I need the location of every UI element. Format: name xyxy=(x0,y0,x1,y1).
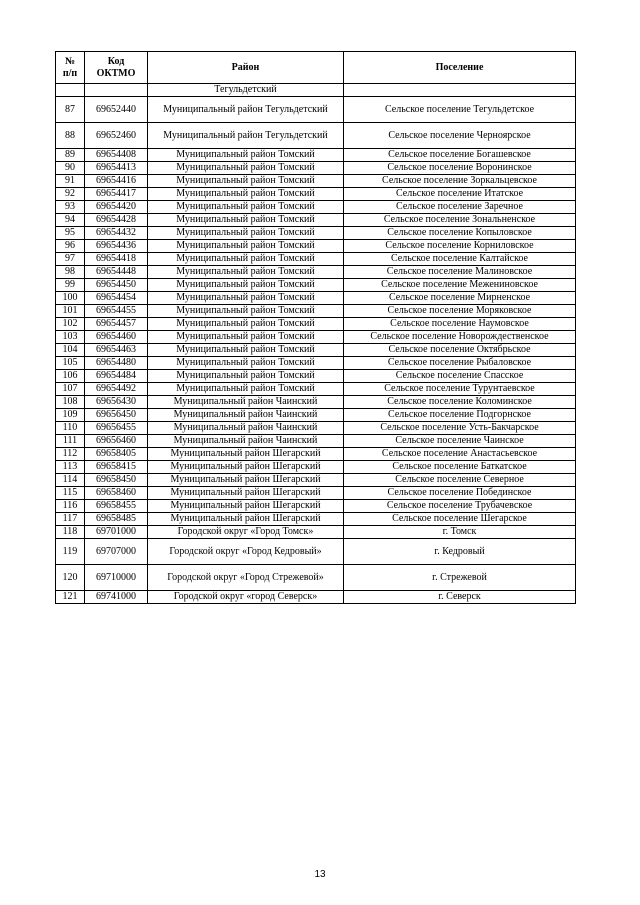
cell-district: Муниципальный район Томский xyxy=(148,344,344,357)
cell-code: 69654463 xyxy=(85,344,148,357)
cell-code: 69654480 xyxy=(85,357,148,370)
cell-code: 69654460 xyxy=(85,331,148,344)
cell-district: Муниципальный район Томский xyxy=(148,240,344,253)
table-row xyxy=(56,253,576,266)
cell-district: Муниципальный район Чаинский xyxy=(148,409,344,422)
cell-code: 69656430 xyxy=(85,396,148,409)
cell-code: 69658415 xyxy=(85,461,148,474)
cell-num: 104 xyxy=(56,344,85,357)
cell-district: Муниципальный район Томский xyxy=(148,214,344,227)
cell-code: 69654454 xyxy=(85,292,148,305)
cell-settlement: Сельское поселение Спасское xyxy=(344,370,576,383)
cell-num: 118 xyxy=(56,526,85,539)
cell-code: 69654484 xyxy=(85,370,148,383)
cell-settlement: Сельское поселение Октябрьское xyxy=(344,344,576,357)
cell-district: Муниципальный район Шегарский xyxy=(148,500,344,513)
cell-settlement: Сельское поселение Зоркальцевское xyxy=(344,175,576,188)
cell-district: Муниципальный район Томский xyxy=(148,253,344,266)
cell-num: 94 xyxy=(56,214,85,227)
page-number: 13 xyxy=(314,869,326,880)
cell-num: 91 xyxy=(56,175,85,188)
cell-code xyxy=(85,84,148,97)
cell-settlement: Сельское поселение Копыловское xyxy=(344,227,576,240)
cell-district: Муниципальный район Чаинский xyxy=(148,396,344,409)
cell-district: Муниципальный район Томский xyxy=(148,149,344,162)
table-row xyxy=(56,461,576,474)
cell-num: 90 xyxy=(56,162,85,175)
cell-num: 100 xyxy=(56,292,85,305)
cell-num: 113 xyxy=(56,461,85,474)
cell-num: 87 xyxy=(56,97,85,123)
cell-num: 95 xyxy=(56,227,85,240)
cell-settlement: г. Стрежевой xyxy=(344,565,576,591)
table-row xyxy=(56,149,576,162)
cell-settlement: Сельское поселение Черноярское xyxy=(344,123,576,149)
cell-settlement: г. Томск xyxy=(344,526,576,539)
cell-code: 69654450 xyxy=(85,279,148,292)
cell-settlement: Сельское поселение Заречное xyxy=(344,201,576,214)
table-row xyxy=(56,123,576,149)
cell-code: 69656450 xyxy=(85,409,148,422)
cell-num: 109 xyxy=(56,409,85,422)
header-num: № п/п xyxy=(56,52,85,84)
cell-code: 69654420 xyxy=(85,201,148,214)
cell-district: Муниципальный район Шегарский xyxy=(148,474,344,487)
cell-num: 112 xyxy=(56,448,85,461)
cell-num: 114 xyxy=(56,474,85,487)
cell-code: 69654416 xyxy=(85,175,148,188)
table-row xyxy=(56,266,576,279)
cell-code: 69654455 xyxy=(85,305,148,318)
cell-code: 69652460 xyxy=(85,123,148,149)
cell-num: 110 xyxy=(56,422,85,435)
cell-settlement: Сельское поселение Богашевское xyxy=(344,149,576,162)
table-row xyxy=(56,409,576,422)
cell-settlement: Сельское поселение Коломинское xyxy=(344,396,576,409)
cell-code: 69654432 xyxy=(85,227,148,240)
cell-district: Муниципальный район Шегарский xyxy=(148,487,344,500)
table-row xyxy=(56,383,576,396)
table-row xyxy=(56,227,576,240)
cell-settlement: Сельское поселение Воронинское xyxy=(344,162,576,175)
cell-num: 119 xyxy=(56,539,85,565)
table-row xyxy=(56,370,576,383)
table-row xyxy=(56,526,576,539)
table-header-row xyxy=(56,52,576,84)
cell-settlement: Сельское поселение Баткатское xyxy=(344,461,576,474)
cell-district: Муниципальный район Чаинский xyxy=(148,422,344,435)
cell-num: 115 xyxy=(56,487,85,500)
cell-code: 69654448 xyxy=(85,266,148,279)
table-row xyxy=(56,487,576,500)
header-code: Код ОКТМО xyxy=(85,52,148,84)
cell-district: Муниципальный район Тегульдетский xyxy=(148,123,344,149)
cell-settlement: Сельское поселение Усть-Бакчарское xyxy=(344,422,576,435)
cell-code: 69658405 xyxy=(85,448,148,461)
cell-code: 69707000 xyxy=(85,539,148,565)
cell-num: 99 xyxy=(56,279,85,292)
cell-district: Муниципальный район Шегарский xyxy=(148,448,344,461)
cell-settlement: Сельское поселение Итатское xyxy=(344,188,576,201)
cell-num: 120 xyxy=(56,565,85,591)
cell-num: 116 xyxy=(56,500,85,513)
cell-num: 108 xyxy=(56,396,85,409)
cell-num: 96 xyxy=(56,240,85,253)
cell-settlement: Сельское поселение Шегарское xyxy=(344,513,576,526)
header-district: Район xyxy=(148,52,344,84)
continuation-row xyxy=(56,84,576,97)
cell-code: 69658455 xyxy=(85,500,148,513)
table-row xyxy=(56,175,576,188)
cell-code: 69701000 xyxy=(85,526,148,539)
table-row xyxy=(56,500,576,513)
table-row xyxy=(56,396,576,409)
cell-district: Муниципальный район Томский xyxy=(148,266,344,279)
cell-num: 111 xyxy=(56,435,85,448)
cell-num: 88 xyxy=(56,123,85,149)
cell-code: 69654408 xyxy=(85,149,148,162)
cell-code: 69658450 xyxy=(85,474,148,487)
table-row xyxy=(56,474,576,487)
cell-code: 69710000 xyxy=(85,565,148,591)
cell-num xyxy=(56,84,85,97)
header-settlement: Поселение xyxy=(344,52,576,84)
table-row xyxy=(56,448,576,461)
cell-num: 121 xyxy=(56,591,85,604)
cell-settlement: Сельское поселение Калтайское xyxy=(344,253,576,266)
cell-settlement: Сельское поселение Моряковское xyxy=(344,305,576,318)
cell-district: Муниципальный район Шегарский xyxy=(148,513,344,526)
table-row xyxy=(56,331,576,344)
cell-settlement: Сельское поселение Мирненское xyxy=(344,292,576,305)
cell-settlement: г. Кедровый xyxy=(344,539,576,565)
cell-settlement: Сельское поселение Подгорнское xyxy=(344,409,576,422)
cell-num: 117 xyxy=(56,513,85,526)
table-row xyxy=(56,435,576,448)
cell-code: 69654428 xyxy=(85,214,148,227)
cell-district: Муниципальный район Шегарский xyxy=(148,461,344,474)
cell-settlement: Сельское поселение Зональненское xyxy=(344,214,576,227)
cell-code: 69654417 xyxy=(85,188,148,201)
cell-district: Муниципальный район Томский xyxy=(148,357,344,370)
cell-settlement: Сельское поселение Корниловское xyxy=(344,240,576,253)
cell-district: Муниципальный район Томский xyxy=(148,188,344,201)
table-row xyxy=(56,201,576,214)
table-row xyxy=(56,357,576,370)
cell-code: 69654413 xyxy=(85,162,148,175)
cell-code: 69658460 xyxy=(85,487,148,500)
cell-district: Тегульдетский xyxy=(148,84,344,97)
cell-code: 69652440 xyxy=(85,97,148,123)
cell-settlement: Сельское поселение Трубачевское xyxy=(344,500,576,513)
cell-num: 93 xyxy=(56,201,85,214)
table-row xyxy=(56,97,576,123)
cell-num: 102 xyxy=(56,318,85,331)
cell-district: Муниципальный район Томский xyxy=(148,292,344,305)
cell-code: 69654436 xyxy=(85,240,148,253)
cell-settlement: Сельское поселение Турунтаевское xyxy=(344,383,576,396)
cell-district: Муниципальный район Тегульдетский xyxy=(148,97,344,123)
cell-settlement: г. Северск xyxy=(344,591,576,604)
cell-district: Муниципальный район Томский xyxy=(148,331,344,344)
table-row xyxy=(56,162,576,175)
cell-settlement: Сельское поселение Рыбаловское xyxy=(344,357,576,370)
cell-code: 69658485 xyxy=(85,513,148,526)
cell-district: Муниципальный район Томский xyxy=(148,175,344,188)
cell-num: 92 xyxy=(56,188,85,201)
table-row xyxy=(56,344,576,357)
cell-code: 69656455 xyxy=(85,422,148,435)
table-row xyxy=(56,279,576,292)
cell-district: Городской округ «Город Кедровый» xyxy=(148,539,344,565)
table-row xyxy=(56,539,576,565)
cell-district: Муниципальный район Томский xyxy=(148,162,344,175)
oktmo-table xyxy=(55,51,576,604)
table-row xyxy=(56,591,576,604)
table-row xyxy=(56,292,576,305)
cell-settlement: Сельское поселение Анастасьевское xyxy=(344,448,576,461)
cell-district: Муниципальный район Чаинский xyxy=(148,435,344,448)
cell-district: Муниципальный район Томский xyxy=(148,383,344,396)
cell-settlement: Сельское поселение Новорождественское xyxy=(344,331,576,344)
table-row xyxy=(56,305,576,318)
cell-num: 101 xyxy=(56,305,85,318)
cell-district: Муниципальный район Томский xyxy=(148,201,344,214)
cell-code: 69741000 xyxy=(85,591,148,604)
cell-settlement: Сельское поселение Межениновское xyxy=(344,279,576,292)
cell-settlement: Сельское поселение Северное xyxy=(344,474,576,487)
cell-num: 98 xyxy=(56,266,85,279)
cell-settlement: Сельское поселение Побединское xyxy=(344,487,576,500)
cell-num: 105 xyxy=(56,357,85,370)
cell-district: Муниципальный район Томский xyxy=(148,318,344,331)
table-row xyxy=(56,565,576,591)
cell-settlement: Сельское поселение Тегульдетское xyxy=(344,97,576,123)
cell-settlement: Сельское поселение Наумовское xyxy=(344,318,576,331)
cell-district: Муниципальный район Томский xyxy=(148,305,344,318)
cell-district: Муниципальный район Томский xyxy=(148,227,344,240)
cell-settlement: Сельское поселение Чаинское xyxy=(344,435,576,448)
table-row xyxy=(56,214,576,227)
table-row xyxy=(56,318,576,331)
cell-code: 69654418 xyxy=(85,253,148,266)
cell-code: 69656460 xyxy=(85,435,148,448)
cell-num: 106 xyxy=(56,370,85,383)
table-row xyxy=(56,188,576,201)
cell-num: 97 xyxy=(56,253,85,266)
cell-district: Городской округ «город Северск» xyxy=(148,591,344,604)
cell-num: 103 xyxy=(56,331,85,344)
cell-code: 69654457 xyxy=(85,318,148,331)
cell-num: 89 xyxy=(56,149,85,162)
cell-district: Муниципальный район Томский xyxy=(148,279,344,292)
cell-settlement xyxy=(344,84,576,97)
cell-district: Городской округ «Город Томск» xyxy=(148,526,344,539)
cell-code: 69654492 xyxy=(85,383,148,396)
table-row xyxy=(56,240,576,253)
table-row xyxy=(56,513,576,526)
cell-district: Муниципальный район Томский xyxy=(148,370,344,383)
cell-district: Городской округ «Город Стрежевой» xyxy=(148,565,344,591)
cell-num: 107 xyxy=(56,383,85,396)
table-row xyxy=(56,422,576,435)
cell-settlement: Сельское поселение Малиновское xyxy=(344,266,576,279)
